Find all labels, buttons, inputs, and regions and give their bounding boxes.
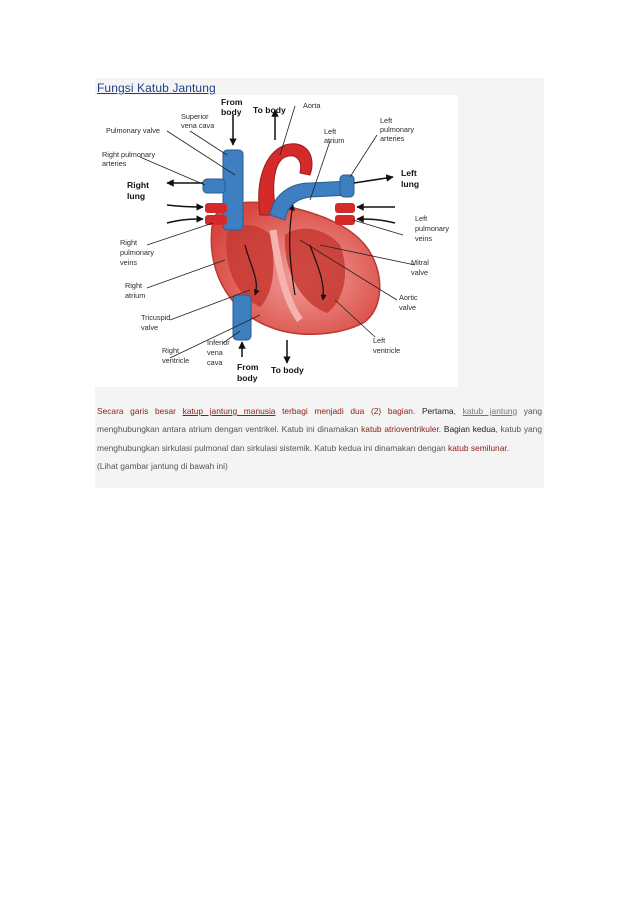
label-tricuspid-valve-1: Tricuspid [141,313,171,322]
label-right-atrium-2: atrium [125,291,146,300]
label-left-pulmonary-arteries-2: pulmonary [380,125,415,134]
inferior-vena-cava [233,295,251,340]
right-pulmonary-artery-stub [203,179,225,193]
right-pulmonary-vein-2 [205,215,227,225]
label-right-lung-2: lung [127,191,146,201]
label-left-lung-2: lung [401,179,420,189]
text-segment: . [412,406,422,416]
label-aorta: Aorta [303,101,321,110]
text-pertama: Pertama [421,406,454,416]
label-left-lung-1: Left [401,168,417,178]
label-from-body-top-1: From [221,97,243,107]
page-title[interactable]: Fungsi Katub Jantung [97,81,216,95]
label-from-body-bottom-1: From [237,362,259,372]
text-segment: terbagi menjadi dua (2) bagian [275,406,413,416]
label-inferior-vena-cava-3: cava [207,358,223,367]
label-to-body-top: To body [253,105,286,115]
label-superior-vena-cava-2: vena cava [181,121,215,130]
text-segment: . [438,424,444,435]
text-segment: , [453,406,463,416]
text-katub-semilunar: katub semilunar [448,442,507,453]
label-left-ventricle-1: Left [373,336,386,345]
label-right-pulmonary-arteries-2: arteries [102,159,127,168]
text-segment: yang menghubungkan antara atrium dengan ventrikel. Katub ini dinamakan [97,406,542,435]
label-aortic-valve-1: Aortic [399,293,418,302]
label-right-ventricle-1: Right [162,346,180,355]
text-katub-atrioventrikuler: katub atrioventrikuler [361,424,439,435]
label-left-ventricle-2: ventricle [373,346,401,355]
label-right-pulmonary-veins-1: Right [120,238,138,247]
label-left-atrium-1: Left [324,127,337,136]
label-right-pulmonary-veins-2: pulmonary [120,248,155,257]
label-to-body-bottom: To body [271,365,304,375]
label-left-pulmonary-arteries-1: Left [380,116,393,125]
label-mitral-valve-2: valve [411,268,429,277]
heart-illustration [95,95,458,387]
label-left-atrium-2: atrium [324,136,345,145]
text-segment: Secara garis besar [97,406,183,416]
paragraph-main [97,402,542,457]
label-superior-vena-cava-1: Superior [181,112,209,121]
label-left-pulmonary-arteries-3: arteries [380,134,405,143]
label-from-body-bottom-2: body [237,373,258,383]
text-bagian-kedua: Bagian kedua [443,424,496,435]
label-left-pulmonary-veins-3: veins [415,234,433,243]
right-pulmonary-vein-1 [205,203,227,213]
text-segment: , katub yang menghubungkan sirkulasi pulmonal dan sirkulasi sistemik. Katub kedua ini dinamakan dengan [97,424,542,453]
label-inferior-vena-cava-1: Inferior [207,338,230,347]
left-pulmonary-artery-stub [340,175,354,197]
label-left-pulmonary-veins-2: pulmonary [415,224,450,233]
text-segment: . [506,442,510,453]
link-katub-jantung[interactable]: katub jantung [462,406,518,416]
label-right-lung-1: Right [127,180,149,190]
body-paragraph [97,402,542,475]
left-pulmonary-vein-2 [335,215,355,225]
label-from-body-top-2: body [221,107,242,117]
heart-diagram [95,95,458,387]
label-tricuspid-valve-2: valve [141,323,159,332]
label-right-ventricle-2: ventricle [162,356,190,365]
label-mitral-valve-1: Mitral [411,258,429,267]
left-pulmonary-vein-1 [335,203,355,213]
label-right-pulmonary-veins-3: veins [120,258,138,267]
paragraph-note: (Lihat gambar jantung di bawah ini) [97,460,228,471]
label-aortic-valve-2: valve [399,303,417,312]
label-left-pulmonary-veins-1: Left [415,214,428,223]
link-katup-jantung-manusia[interactable]: katup jantung manusia [182,406,276,416]
label-right-pulmonary-arteries-1: Right pulmonary [102,150,156,159]
label-pulmonary-valve: Pulmonary valve [106,126,160,135]
label-right-atrium-1: Right [125,281,143,290]
label-inferior-vena-cava-2: vena [207,348,223,357]
